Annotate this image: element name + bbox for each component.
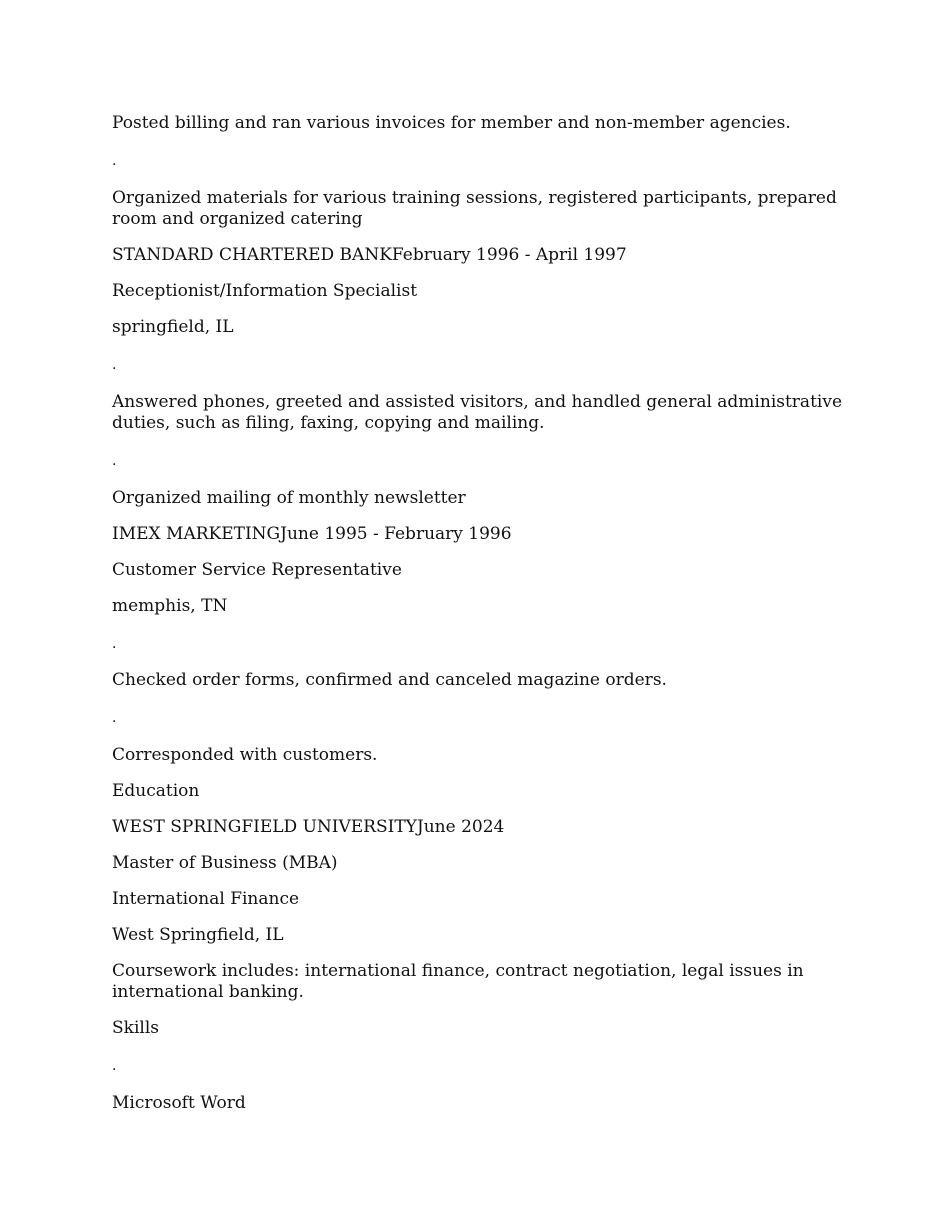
job-location-memphis: memphis, TN — [112, 595, 228, 616]
bullet-organized-materials: Organized materials for various training sessions, registered participants, prepared room and organized catering — [112, 187, 837, 229]
bullet-corresponded: Corresponded with customers. — [112, 744, 378, 765]
bullet-posted-billing: Posted billing and ran various invoices for member and non-member agencies. — [112, 113, 791, 133]
degree-major: International Finance — [112, 888, 300, 909]
coursework-description: Coursework includes: international finance, contract negotiation, legal issues in international banking. — [112, 960, 804, 1002]
job-title-receptionist: Receptionist/Information Specialist — [112, 281, 418, 301]
school-west-springfield: WEST SPRINGFIELD UNIVERSITYJune 2024 — [112, 816, 505, 837]
section-heading-education: Education — [112, 780, 200, 801]
bullet-marker: . — [112, 635, 117, 652]
bullet-marker: . — [112, 153, 117, 169]
bullet-answered-phones: Answered phones, greeted and assisted visitors, and handled general administrative duties, such as filing, faxing, copying and mailing. — [112, 391, 843, 433]
bullet-marker: . — [112, 453, 117, 469]
job-title-customer-service: Customer Service Representative — [112, 559, 402, 580]
resume-page — [112, 113, 852, 1129]
bullet-marker: . — [112, 1058, 117, 1074]
bullet-newsletter: Organized mailing of monthly newsletter — [112, 487, 466, 508]
bullet-order-forms: Checked order forms, confirmed and canceled magazine orders. — [112, 670, 667, 690]
job-location-springfield: springfield, IL — [112, 317, 234, 337]
degree-mba: Master of Business (MBA) — [112, 852, 338, 873]
employer-imex-marketing: IMEX MARKETINGJune 1995 - February 1996 — [112, 523, 512, 544]
school-location: West Springfield, IL — [112, 924, 284, 945]
section-heading-skills: Skills — [112, 1018, 159, 1038]
bullet-marker: . — [112, 710, 117, 726]
skill-microsoft-word: Microsoft Word — [112, 1092, 246, 1113]
employer-standard-chartered: STANDARD CHARTERED BANKFebruary 1996 - April 1997 — [112, 245, 627, 265]
bullet-marker: . — [112, 357, 117, 373]
